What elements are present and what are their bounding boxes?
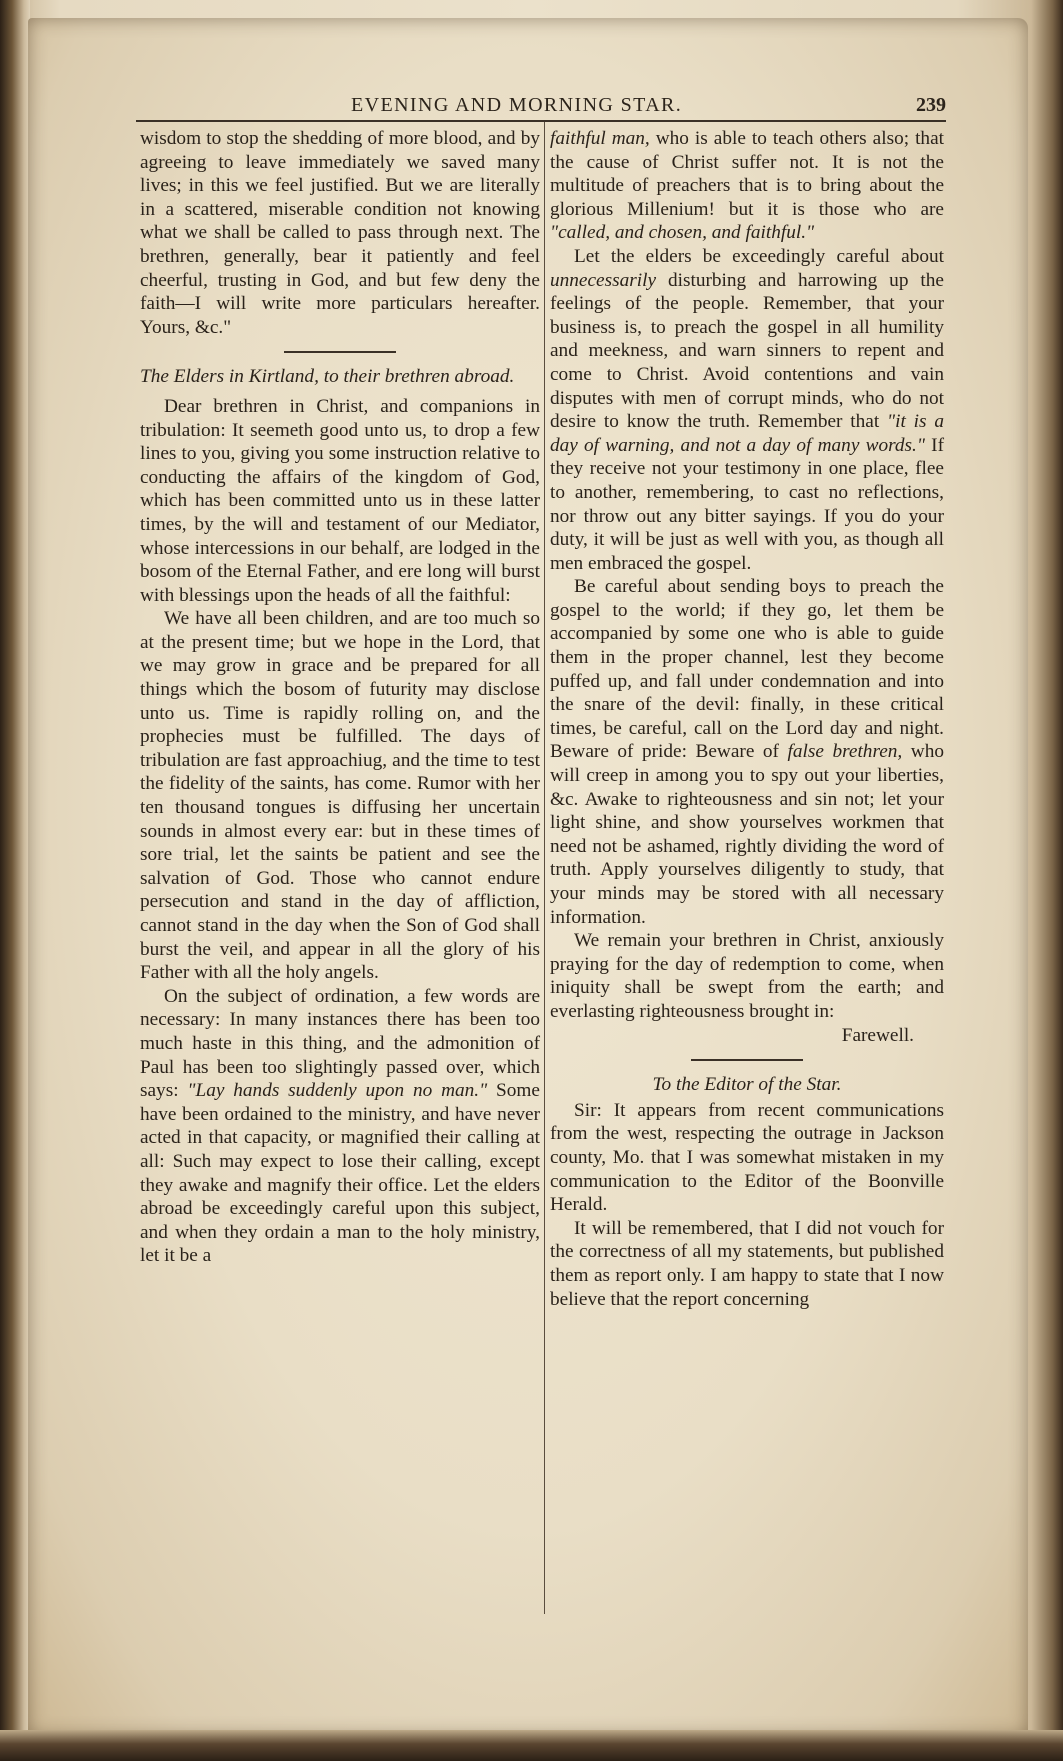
header-rule [136,120,946,122]
left-column [140,127,540,1268]
article-heading: The Elders in Kirtland, to their brethren abroad. [140,366,515,388]
left-paragraph-4 [140,985,540,1268]
right-paragraph-6: It will be remembered, that I did not vouch for the correctness of all my statements, but published them as report only. I am happy to state that I now believe that the report concerning [550,1217,944,1310]
text-run: disturbing and harrowing up the feelings of the people. Remember, that your business is, to preach the gospel in all humility and meekness, and warn sinners to repent and come to Christ. Avoid contentions and vain disputes with men of corrupt minds, who do not desire to know the truth. Remember that [550,269,944,433]
right-column [550,127,944,1311]
emphasis: unnecessarily [550,269,657,291]
text-run: who is able to teach others also; that the cause of Christ suffer not. It is not the multitude of preachers that is to bring about the glorious Millenium! but it is those who are [550,128,944,220]
right-paragraph-3 [550,575,944,929]
emphasis: faithful man, [550,128,650,149]
left-paragraph-1: wisdom to stop the shedding of more blood, and by agreeing to leave immediately we saved many lives; in this we feel justified. But we are literally in a scattered, miserable condition not knowing what we shall be called to pass through next. The brethren, generally, bear it patiently and feel cheerful, trusting in God, and but few deny the faith—I will write more particulars hereafter. Yours, &c." [140,128,540,338]
text-run: On the subject of ordination, a few words are necessary: In many instances there has been too much haste in this thing, and the admonition of Paul has been too slightingly passed over, which says: [140,985,540,1102]
emphasis: false brethren, [787,741,903,763]
text-run: Be careful about sending boys to preach the gospel to the world; if they go, let them be accompanied by some one who is able to guide them in the proper channel, lest they become puffed up, and fall under condemnation and into the snare of the devil: finally, in these critical times, be careful, call on the Lord day and night. Beware of pride: Beware of [550,576,944,763]
quoted-scripture: "Lay hands suddenly upon no man." [187,1080,488,1102]
quoted-scripture: "it is a day of warning, and not a day of many words." [550,411,945,456]
right-paragraph-4: We remain your brethren in Christ, anxiously praying for the day of redemption to come, when iniquity shall be swept from the earth; and everlasting righteousness brought in: [550,930,944,1022]
text-run: Let the elders be exceedingly careful about [574,245,944,267]
right-paragraph-1 [550,127,944,245]
section-separator [691,1059,803,1061]
text-run: Some have been ordained to the ministry, and have never acted in that capacity, or magnified their calling at all: Such may expect to lose their calling, except they awake and magnify their office. Let the elders abroad be exceedingly careful upon this subject, and when they ordain a man to the holy ministry, let it be a [140,1080,540,1267]
text-run: If they receive not your testimony in one place, flee to another, remembering, to cast no reflections, nor throw out any bitter sayings. If you do your duty, it will be just as well with you, as though all men embraced the gospel. [550,434,944,574]
newspaper-title: EVENING AND MORNING STAR. [351,94,683,116]
right-paragraph-2 [550,245,944,575]
column-divider [544,122,545,1614]
text-run: who will creep in among you to spy out your liberties, &c. Awake to righteousness and sin not; let your light shine, and show yourselves workmen that need not be ashamed, rightly dividing the word of truth. Apply yourselves diligently to study, that your minds may be stored with all necessary information. [550,741,945,928]
page-number: 239 [916,94,946,116]
book-bottom-edge [0,1730,1063,1761]
section-separator [284,351,396,353]
right-paragraph-5: Sir: It appears from recent communications from the west, respecting the outrage in Jackson county, Mo. that I was somewhat mistaken in my communication to the Editor of the Boonville Herald. [550,1099,944,1216]
farewell-signoff: Farewell. [841,1024,914,1046]
left-paragraph-2: Dear brethren in Christ, and companions in tribulation: It seemeth good unto us, to drop a few lines to you, giving you some instruction relative to conducting the affairs of the kingdom of God, which has been committed unto us in these latter times, by the will and testament of our Mediator, whose intercessions in our behalf, are lodged in the bosom of the Eternal Father, and ere long will burst with blessings upon the heads of all the faithful: [140,395,540,606]
quoted-scripture: "called, and chosen, and faithful." [550,222,815,244]
page-header [136,92,946,122]
left-paragraph-3: We have all been children, and are too much so at the present time; but we hope in the Lord, that we may grow in grace and be prepared for all things which the bosom of futurity may disclose unto us. Time is rapidly rolling on, and the prophecies must be fulfilled. The days of tribulation are fast approachiug, and the time to test the fidelity of the saints, has come. Rumor with her ten thousand tongues is diffusing her uncertain sounds in almost every ear: but in these times of sore trial, let the saints be patient and see the salvation of God. Those who cannot endure persecution and stand in the day of affliction, cannot stand in the day when the Son of God shall burst the veil, and appear in all the glory of his Father with all the holy angels. [140,608,540,984]
book-binding-edge [0,0,30,1761]
letter-heading: To the Editor of the Star. [652,1074,842,1096]
